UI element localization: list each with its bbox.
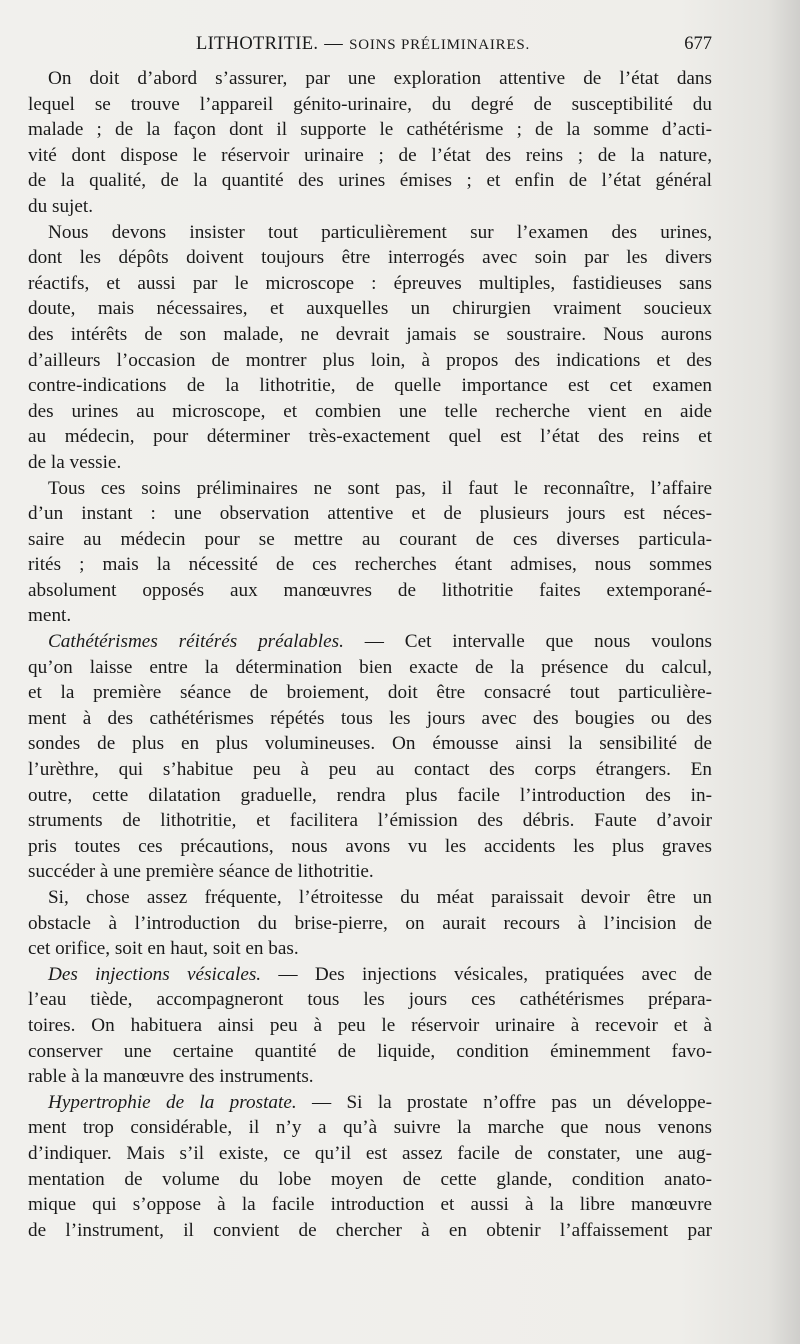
text-line (28, 220, 712, 246)
text-line (28, 578, 712, 604)
page-header (28, 30, 712, 60)
running-head-title: LITHOTRITIE. (196, 34, 319, 54)
text-line (28, 1064, 712, 1090)
text-line (28, 962, 712, 988)
text-line (28, 757, 712, 783)
text-line (28, 66, 712, 92)
line-text: struments de lithotritie, et facilitera l’émission des débris. Faute d’avoir (28, 810, 712, 832)
section-heading: Hypertrophie de la prostate. (48, 1091, 297, 1113)
line-text: succéder à une première séance de lithotritie. (28, 861, 374, 883)
text-line (28, 655, 712, 681)
text-line (28, 271, 712, 297)
line-text: Si, chose assez fréquente, l’étroitesse du méat paraissait devoir être un (48, 887, 712, 908)
line-text: saire au médecin pour se mettre au courant de ces diverses particula- (28, 528, 712, 550)
text-line (28, 501, 712, 527)
page-number: 677 (684, 34, 712, 54)
text-line (28, 834, 712, 860)
line-text: l’urèthre, qui s’habitue peu à peu au contact des corps étrangers. En (28, 759, 712, 781)
text-line (28, 117, 712, 143)
line-text: d’indiquer. Mais s’il existe, ce qu’il est assez facile de constater, une aug- (28, 1142, 712, 1164)
text-line (28, 143, 712, 169)
line-text: du sujet. (28, 195, 94, 217)
line-text: vité dont dispose le réservoir urinaire ; de l’état des reins ; de la nature, (28, 144, 712, 166)
line-text: des intérêts de son malade, ne devrait jamais se soustraire. Nous aurons (28, 323, 712, 345)
line-text: outre, cette dilatation graduelle, rendra plus facile l’introduction des in- (28, 784, 712, 806)
line-text: cet orifice, soit en haut, soit en bas. (28, 938, 299, 960)
line-text: dont les dépôts doivent toujours être interrogés avec soin par les divers (28, 247, 712, 269)
text-line (28, 450, 712, 476)
line-text: rable à la manœuvre des instruments. (28, 1066, 314, 1088)
line-text: l’eau tiède, accompagneront tous les jours ces cathétérismes prépara- (28, 989, 712, 1011)
running-head (196, 34, 530, 55)
text-line (28, 783, 712, 809)
line-text: de la qualité, de la quantité des urines émises ; et enfin de l’état général (28, 170, 712, 192)
line-text: d’ailleurs l’occasion de montrer plus loin, à propos des indications et des (28, 349, 712, 371)
text-line (28, 1090, 712, 1116)
line-text: absolument opposés aux manœuvres de lithotritie faites extemporané- (28, 579, 712, 601)
line-text: obstacle à l’introduction du brise-pierre, on aurait recours à l’incision de (28, 912, 712, 934)
text-line (28, 373, 712, 399)
text-line (28, 680, 712, 706)
line-text: conserver une certaine quantité de liquide, condition éminemment favo- (28, 1040, 712, 1062)
line-text: d’un instant : une observation attentive et de plusieurs jours est néces- (28, 503, 712, 525)
text-line (28, 706, 712, 732)
text-line (28, 527, 712, 553)
line-text: contre-indications de la lithotritie, de quelle importance est cet examen (28, 375, 712, 397)
line-text: sondes de plus en plus volumineuses. On émousse ainsi la sensibilité de (28, 733, 712, 755)
line-text: de l’instrument, il convient de chercher à en obtenir l’affaissement par (28, 1219, 712, 1241)
text-line (28, 168, 712, 194)
line-text: Tous ces soins préliminaires ne sont pas, il faut le reconnaître, l’affaire (48, 477, 712, 499)
text-line (28, 987, 712, 1013)
text-line (28, 194, 712, 220)
text-line (28, 859, 712, 885)
line-text: toires. On habituera ainsi peu à peu le réservoir urinaire à recevoir et à (28, 1014, 712, 1036)
line-text: On doit d’abord s’assurer, par une exploration attentive de l’état dans (48, 68, 712, 89)
text-line (28, 1167, 712, 1193)
section-heading: Des injections vésicales. (48, 963, 262, 985)
line-text: ment trop considérable, il n’y a qu’à suivre la marche que nous venons (28, 1117, 712, 1139)
text-line (28, 731, 712, 757)
text-line (28, 1115, 712, 1141)
text-line (28, 1192, 712, 1218)
body-text (28, 66, 712, 1243)
line-text: malade ; de la façon dont il supporte le cathétérisme ; de la somme d’acti- (28, 119, 712, 141)
text-line (28, 808, 712, 834)
text-line (28, 296, 712, 322)
line-text: pris toutes ces précautions, nous avons vu les accidents les plus graves (28, 835, 712, 857)
text-line (28, 936, 712, 962)
line-text: lequel se trouve l’appareil génito-urinaire, du degré de susceptibilité du (28, 93, 712, 115)
line-text: — Des injections vésicales, pratiquées avec de (261, 963, 712, 985)
running-head-dash: — (324, 34, 344, 54)
text-line (28, 1013, 712, 1039)
line-text: — Cet intervalle que nous voulons (343, 631, 712, 653)
text-line (28, 1039, 712, 1065)
text-line (28, 885, 712, 911)
running-head-section: SOINS PRÉLIMINAIRES. (349, 37, 531, 53)
text-line (28, 629, 712, 655)
line-text: mentation de volume du lobe moyen de cette glande, condition anato- (28, 1168, 712, 1190)
line-text: ment. (28, 605, 72, 627)
text-line (28, 322, 712, 348)
text-line (28, 552, 712, 578)
text-line (28, 348, 712, 374)
line-text: mique qui s’oppose à la facile introduction et aussi à la libre manœuvre (28, 1194, 712, 1216)
line-text: — Si la prostate n’offre pas un développe- (296, 1091, 712, 1113)
line-text: réactifs, et aussi par le microscope : épreuves multiples, fastidieuses sans (28, 272, 712, 294)
line-text: qu’on laisse entre la détermination bien exacte de la présence du calcul, (28, 656, 712, 678)
text-line (28, 1141, 712, 1167)
line-text: des urines au microscope, et combien une telle recherche vient en aide (28, 400, 712, 422)
line-text: et la première séance de broiement, doit être consacré tout particulière- (28, 682, 712, 704)
text-line (28, 245, 712, 271)
text-line (28, 911, 712, 937)
text-line (28, 476, 712, 502)
line-text: rités ; mais la nécessité de ces recherches étant admises, nous sommes (28, 554, 712, 576)
section-heading: Cathétérismes réitérés préalables. (48, 631, 344, 653)
line-text: ment à des cathétérismes répétés tous les jours avec des bougies ou des (28, 707, 712, 729)
line-text: doute, mais nécessaires, et auxquelles un chirurgien vraiment soucieux (28, 298, 712, 320)
text-line (28, 1218, 712, 1244)
text-line (28, 603, 712, 629)
line-text: Nous devons insister tout particulièrement sur l’examen des urines, (48, 221, 712, 243)
line-text: de la vessie. (28, 451, 122, 473)
text-line (28, 399, 712, 425)
text-line (28, 92, 712, 118)
line-text: au médecin, pour déterminer très-exactement quel est l’état des reins et (28, 426, 712, 448)
text-line (28, 424, 712, 450)
